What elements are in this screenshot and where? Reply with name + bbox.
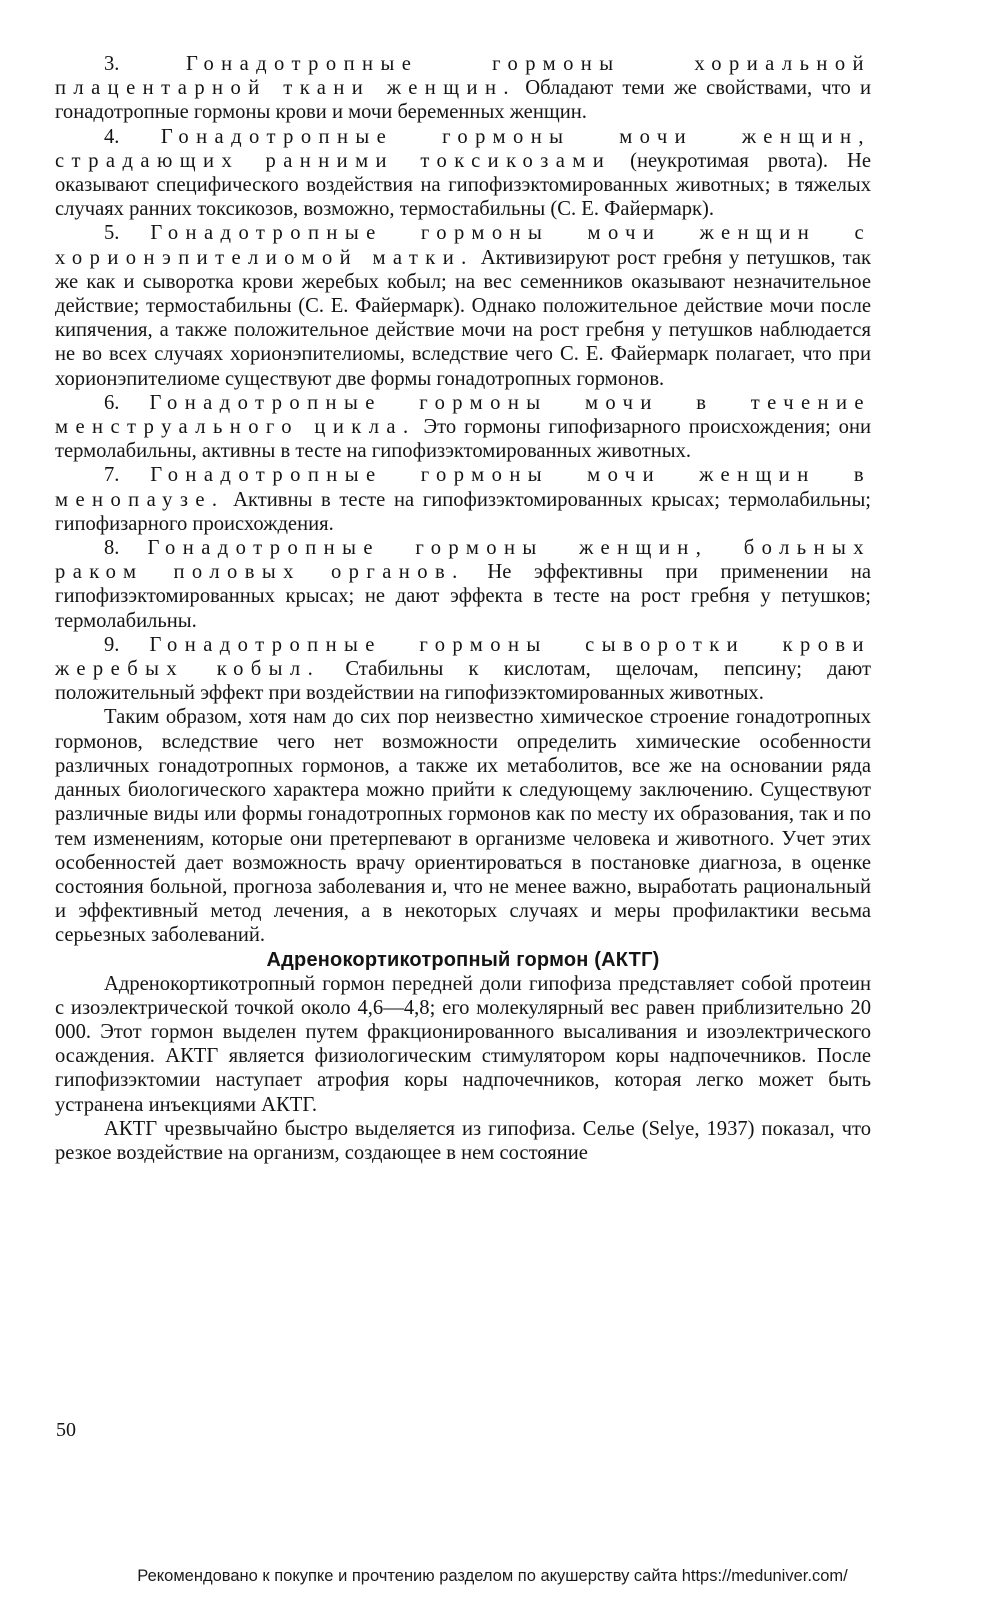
section-paragraph: Адренокортикотропный гормон передней доли гипофиза представляет собой протеин с изоэлектрической точкой около 4,6—4,8; его молекулярный вес равен приблизительно 20 000. Этот гормон выделен путем фракционированного высаливания и изоэлектрического осаждения. АКТГ является физиологическим стимулятором коры надпочечников. После гипофизэктомии наступает атрофия коры надпочечников, которая легко может быть устранена инъекциями АКТГ. (55, 972, 871, 1116)
section-paragraph: АКТГ чрезвычайно быстро выделяется из гипофиза. Селье (Selye, 1937) показал, что резкое воздействие на организм, создающее в нем состояние (55, 1117, 871, 1164)
item-text: Стабильны к кислотам, щелочам, пепсину; дают положительный эффект при воздействии на гипофизэктомированных животных. (55, 658, 871, 705)
item-title: Гонадотропные гормоны женщин, больных раком половых органов. (55, 537, 871, 584)
list-item-8 (55, 536, 871, 633)
item-text: Не эффективны при применении на гипофизэктомированных крысах; не дают эффекта в тесте на рост гребня у петушков; термолабильны. (55, 561, 871, 632)
item-text: (неукротимая рвота). Не оказывают специфического воздействия на гипофизэктомированных животных; в тяжелых случаях ранних токсикозов, возможно, термостабильны (С. Е. Файермарк). (55, 149, 871, 221)
list-item-4 (55, 125, 871, 222)
list-item-7 (55, 463, 871, 536)
conclusion-paragraph: Таким образом, хотя нам до сих пор неизвестно химическое строение гонадотропных гормонов, вследствие чего нет возможности определить химические особенности различных гонадотропных гормонов, а также их метаболитов, все же на основании ряда данных биологического характера можно прийти к следующему заключению. Существуют различные виды или формы гонадотропных гормонов как по месту их образования, так и по тем изменениям, которые они претерпевают в организме человека и животного. Учет этих особенностей дает возможность врачу ориентироваться в постановке диагноза, в оценке состояния больной, прогноза заболевания и, что не менее важно, выработать рациональный и эффективный метод лечения, а в некоторых случаях и меры профилактики весьма серьезных заболеваний. (55, 706, 871, 947)
item-number: 7. (104, 464, 120, 487)
item-text: Активизируют рост гребня у петушков, так же как и сыворотка крови жеребых кобыл; на вес семенников оказывают незначительное действие; термостабильны (С. Е. Файермарк). Однако положительное действие мочи после кипячения, а также положительное действие мочи на рост гребня у петушков наблюдается не во всех случаях хорионэпителиомы, вследствие чего С. Е. Файермарк полагает, что при хорионэпителиоме существуют две формы гонадотропных гормонов. (55, 246, 871, 390)
item-title: Гонадотропные гормоны мочи женщин, страдающих ранними токсикозами (55, 125, 871, 172)
item-title: Гонадотропные гормоны хориальной плацентарной ткани женщин. (55, 53, 871, 100)
item-number: 8. (104, 537, 120, 560)
item-text: Это гормоны гипофизарного происхождения; они термолабильны, активны в тесте на гипофизэктомированных животных. (55, 416, 871, 463)
section-heading: Адренокортикотропный гормон (АКТГ) (266, 948, 660, 971)
item-title: Гонадотропные гормоны мочи женщин в менопаузе. (55, 464, 871, 511)
item-title: Гонадотропные гормоны мочи в течение менструального цикла. (55, 391, 871, 439)
footer-note: Рекомендовано к покупке и прочтению разделом по акушерству сайта https://meduniver.com/ (137, 1567, 848, 1585)
list-item-9 (55, 633, 871, 706)
item-title: Гонадотропные гормоны сыворотки крови жеребых кобыл. (55, 633, 871, 681)
item-number: 4. (104, 125, 120, 148)
item-text: Обладают теми же свойствами, что и гонадотропные гормоны крови и мочи беременных женщин. (55, 77, 871, 124)
page-number: 50 (56, 1419, 76, 1441)
list-item-6 (55, 391, 871, 464)
list-item-3 (55, 52, 871, 125)
list-item-5 (55, 221, 871, 390)
text-column (55, 52, 871, 1165)
item-number: 5. (104, 222, 120, 245)
item-number: 6. (104, 391, 120, 414)
item-text: Активны в тесте на гипофизэктомированных крысах; термолабильны; гипофизарного происхождения. (55, 488, 871, 535)
item-title: Гонадотропные гормоны мочи женщин с хорионэпителиомой матки. (55, 222, 871, 269)
item-number: 3. (104, 53, 120, 75)
item-number: 9. (104, 633, 120, 656)
